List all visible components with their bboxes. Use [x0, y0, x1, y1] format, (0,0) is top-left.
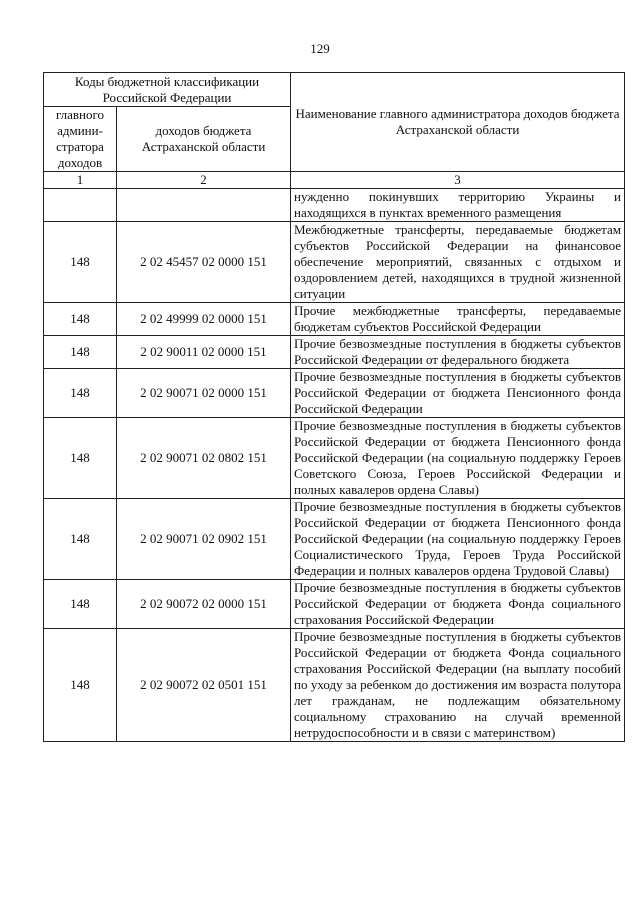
- description-cell: Прочие безвозмездные поступления в бюджеты субъектов Российской Федерации от бюджета Пенсионного фонда Российской Федерации (на социальную поддержку Героев Социалистического Труда, Героев Труда Российской Федерации и полных кавалеров ордена Трудовой Славы): [291, 499, 625, 580]
- column-number: 1: [44, 172, 117, 189]
- table-row: [44, 369, 625, 418]
- description-cell: Прочие безвозмездные поступления в бюджеты субъектов Российской Федерации от бюджета Пенсионного фонда Российской Федерации (на социальную поддержку Героев Советского Союза, Героев Российской Федерации и полных кавалеров ордена Славы): [291, 418, 625, 499]
- table-row: [44, 303, 625, 336]
- revenue-code-cell: 2 02 90072 02 0000 151: [117, 580, 291, 629]
- revenue-code-cell: 2 02 90011 02 0000 151: [117, 336, 291, 369]
- table-row: [44, 580, 625, 629]
- header-revenue-code: доходов бюджета Астраханской области: [117, 107, 291, 172]
- description-cell: Прочие межбюджетные трансферты, передаваемые бюджетам субъектов Российской Федерации: [291, 303, 625, 336]
- revenue-code-cell: 2 02 90071 02 0802 151: [117, 418, 291, 499]
- description-cell: Прочие безвозмездные поступления в бюджеты субъектов Российской Федерации от бюджета Фонда социального страхования Российской Федерации (на выплату пособий по уходу за ребенком до достижения им возраста полутора лет гражданам, не подлежащим обязательному социальному страхованию на случай временной нетрудоспособности и в связи с материнством): [291, 629, 625, 742]
- budget-classification-table: [43, 72, 625, 742]
- admin-code-cell: 148: [44, 418, 117, 499]
- header-main-administrator: главного админи-стратора доходов: [44, 107, 117, 172]
- description-cell: Прочие безвозмездные поступления в бюджеты субъектов Российской Федерации от бюджета Фонда социального страхования Российской Федерации: [291, 580, 625, 629]
- admin-code-cell: 148: [44, 303, 117, 336]
- admin-code-cell: 148: [44, 369, 117, 418]
- admin-code-cell: 148: [44, 222, 117, 303]
- admin-code-cell: 148: [44, 580, 117, 629]
- revenue-code-cell: 2 02 90071 02 0902 151: [117, 499, 291, 580]
- revenue-code-cell: [117, 189, 291, 222]
- revenue-code-cell: 2 02 45457 02 0000 151: [117, 222, 291, 303]
- revenue-code-cell: 2 02 90071 02 0000 151: [117, 369, 291, 418]
- admin-code-cell: 148: [44, 499, 117, 580]
- revenue-code-cell: 2 02 90072 02 0501 151: [117, 629, 291, 742]
- description-cell: Межбюджетные трансферты, передаваемые бюджетам субъектов Российской Федерации на финансовое обеспечение мероприятий, связанных с отдыхом и оздоровлением детей, находящихся в трудной жизненной ситуации: [291, 222, 625, 303]
- table-row: [44, 222, 625, 303]
- table-row: [44, 336, 625, 369]
- column-number: 3: [291, 172, 625, 189]
- description-cell: Прочие безвозмездные поступления в бюджеты субъектов Российской Федерации от бюджета Пенсионного фонда Российской Федерации: [291, 369, 625, 418]
- admin-code-cell: 148: [44, 336, 117, 369]
- description-cell: нужденно покинувших территорию Украины и находящихся в пунктах временного размещения: [291, 189, 625, 222]
- page-number: 129: [310, 41, 330, 56]
- table-row: [44, 189, 625, 222]
- header-budget-codes: Коды бюджетной классификации Российской Федерации: [44, 73, 291, 107]
- column-number: 2: [117, 172, 291, 189]
- admin-code-cell: 148: [44, 629, 117, 742]
- header-administrator-name: Наименование главного администратора доходов бюджета Астраханской области: [291, 73, 625, 172]
- admin-code-cell: [44, 189, 117, 222]
- revenue-code-cell: 2 02 49999 02 0000 151: [117, 303, 291, 336]
- table-row: [44, 629, 625, 742]
- description-cell: Прочие безвозмездные поступления в бюджеты субъектов Российской Федерации от федерального бюджета: [291, 336, 625, 369]
- table-row: [44, 418, 625, 499]
- table-row: [44, 499, 625, 580]
